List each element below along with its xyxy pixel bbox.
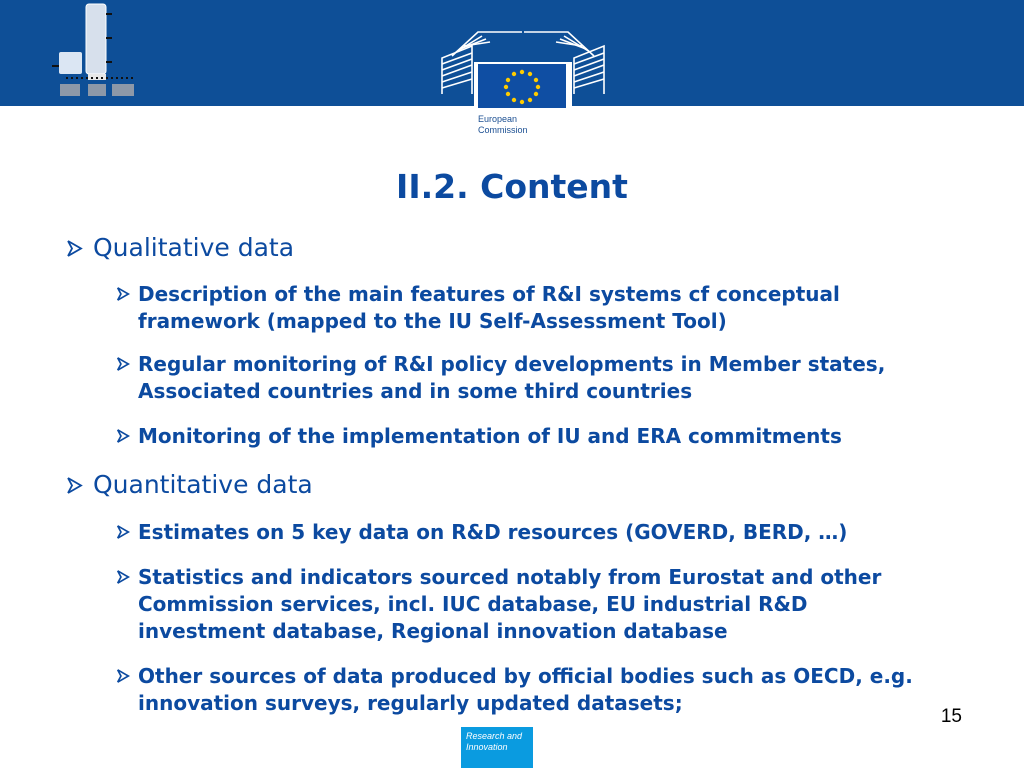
- arrow-bullet-icon: [56, 240, 93, 257]
- logo-text-line2: Commission: [478, 125, 528, 135]
- list-item: [108, 351, 938, 405]
- research-innovation-badge: [461, 727, 533, 768]
- logo-text-line1: European: [478, 114, 518, 124]
- list-item-text: Monitoring of the implementation of IU and ERA commitments: [138, 424, 842, 448]
- list-item-text: Statistics and indicators sourced notably from Eurostat and other Commission services, incl. IUC database, EU industrial R&D investment database, Regional innovation database: [138, 565, 882, 643]
- arrow-bullet-icon: [108, 669, 138, 683]
- section-heading-qualitative: [56, 232, 294, 264]
- badge-line1: Research and: [466, 731, 523, 741]
- section-heading-text: Qualitative data: [93, 233, 295, 262]
- arrow-bullet-icon: [108, 525, 138, 539]
- page-number: 15: [940, 706, 962, 727]
- list-item: [108, 663, 938, 717]
- arrow-bullet-icon: [108, 570, 138, 584]
- list-item: [108, 564, 938, 645]
- arrow-bullet-icon: [108, 287, 138, 301]
- european-commission-logo: [438, 30, 608, 142]
- list-item-text: Description of the main features of R&I systems cf conceptual framework (mapped to the IU Self-Assessment Tool): [138, 282, 840, 333]
- badge-line2: Innovation: [466, 742, 508, 752]
- list-item-text: Regular monitoring of R&I policy developments in Member states, Associated countries and in some third countries: [138, 352, 886, 403]
- section-heading-quantitative: [56, 469, 313, 501]
- list-item: [108, 519, 938, 546]
- list-item-text: Other sources of data produced by official bodies such as OECD, e.g. innovation surveys, regularly updated datasets;: [138, 664, 913, 715]
- arrow-bullet-icon: [56, 477, 93, 494]
- section-heading-text: Quantitative data: [93, 470, 313, 499]
- arrow-bullet-icon: [108, 429, 138, 443]
- list-item: [108, 281, 938, 335]
- list-item-text: Estimates on 5 key data on R&D resources (GOVERD, BERD, …): [138, 520, 848, 544]
- system-diagram-graphic: [48, 0, 148, 100]
- slide-title: II.2. Content: [396, 167, 628, 206]
- arrow-bullet-icon: [108, 357, 138, 371]
- list-item: [108, 423, 938, 450]
